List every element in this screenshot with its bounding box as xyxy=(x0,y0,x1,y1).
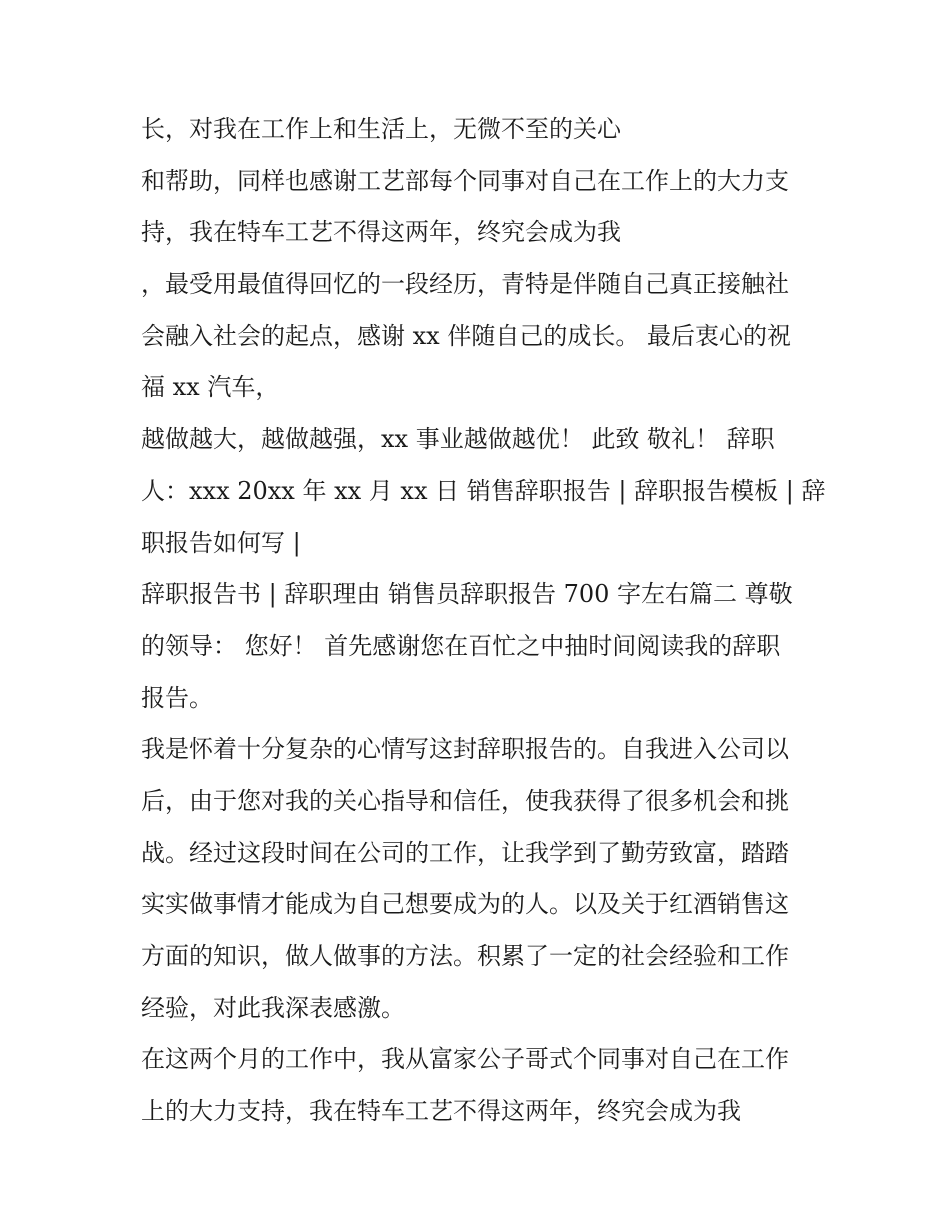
text-line: 的领导： 您好！ 首先感谢您在百忙之中抽时间阅读我的辞职 xyxy=(141,631,781,660)
text-line: 实实做事情才能成为自己想要成为的人。以及关于红酒销售这 xyxy=(141,890,789,919)
text-line: 后，由于您对我的关心指导和信任，使我获得了很多机会和挑 xyxy=(141,786,789,815)
text-line: 福 xx 汽车， xyxy=(141,373,280,402)
text-line: 经验，对此我深表感激。 xyxy=(141,993,405,1022)
text-line: 报告。 xyxy=(141,683,213,712)
text-line: 上的大力支持，我在特车工艺不得这两年，终究会成为我 xyxy=(141,1097,741,1126)
text-line: 和帮助，同样也感谢工艺部每个同事对自己在工作上的大力支 xyxy=(141,166,789,195)
text-line: 方面的知识，做人做事的方法。积累了一定的社会经验和工作 xyxy=(141,942,789,970)
text-line: 持，我在特车工艺不得这两年，终究会成为我 xyxy=(141,218,621,247)
document-body xyxy=(141,104,826,1138)
text-line: ，最受用最值得回忆的一段经历，青特是伴随自己真正接触社 xyxy=(141,270,789,299)
text-line: 人：xxx 20xx 年 xx 月 xx 日 销售辞职报告 | 辞职报告模板 | 辞 xyxy=(141,476,826,505)
text-line: 我是怀着十分复杂的心情写这封辞职报告的。自我进入公司以 xyxy=(141,735,789,764)
text-line: 越做越大，越做越强，xx 事业越做越优！ 此致 敬礼！ 辞职 xyxy=(141,425,775,454)
text-line: 在这两个月的工作中，我从富家公子哥式个同事对自己在工作 xyxy=(141,1045,789,1074)
text-line: 战。经过这段时间在公司的工作，让我学到了勤劳致富，踏踏 xyxy=(141,838,789,867)
text-line: 辞职报告书 | 辞职理由 销售员辞职报告 700 字左右篇二 尊敬 xyxy=(141,580,793,609)
text-line: 会融入社会的起点，感谢 xx 伴随自己的成长。 最后衷心的祝 xyxy=(141,321,791,350)
text-line: 职报告如何写 | xyxy=(141,528,301,557)
text-line: 长，对我在工作上和生活上，无微不至的关心 xyxy=(141,115,621,143)
